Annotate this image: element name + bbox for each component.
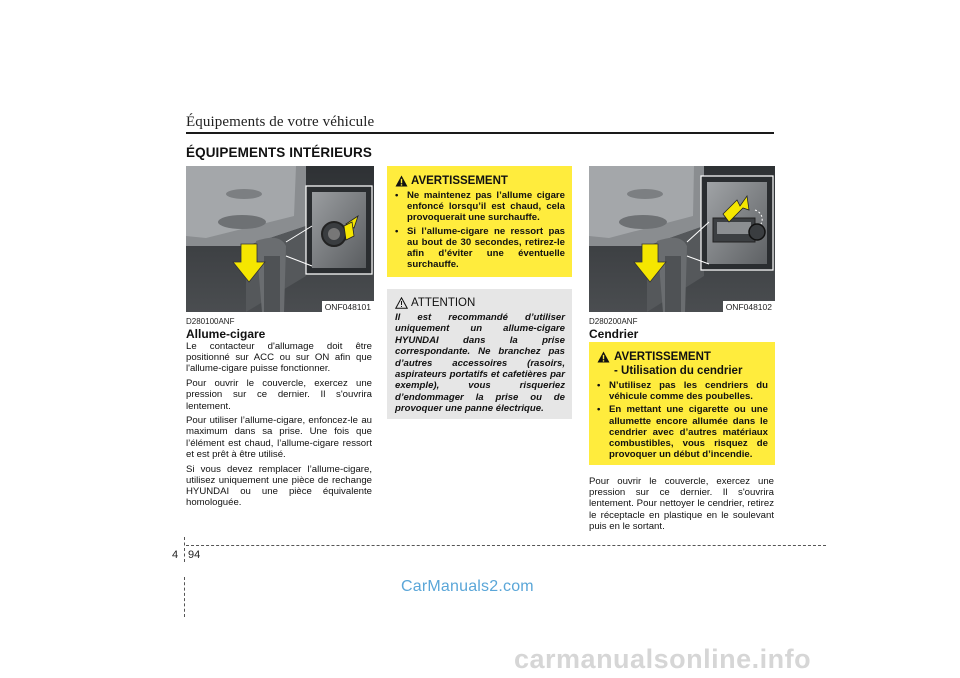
watermark-link[interactable]: CarManuals2.com [401,578,534,595]
page-number: 94 [188,549,201,561]
caution-triangle-icon [395,297,408,309]
cigarette-lighter-illustration [186,166,374,312]
chapter-title: Équipements de votre véhicule [186,114,375,130]
section-code: D280200ANF [589,317,638,326]
ashtray-warning-box [589,342,775,465]
list-item: • En mettant une cigarette ou une allumette encore allumée dans le cendrier avec d’autres matériaux combustibles, vous risquez de provoquer un début d’incendie. [597,404,768,461]
warning-list [596,380,768,462]
list-item: • N’utilisez pas les cendriers du véhicule comme des poubelles. [597,380,768,403]
caution-box [387,289,572,419]
chapter-number: 4 [172,549,179,561]
warning-title: AVERTISSEMENT [411,175,508,187]
ashtray-text [589,476,774,536]
paragraph: Pour ouvrir le couvercle, exercez une pression sur ce dernier. Il s'ouvrira lentement. [186,378,372,412]
footer-rule [186,545,826,546]
paragraph: Pour utiliser l’allume-cigare, enfoncez-le au maximum dans sa prise. Une fois que l’élément est chaud, l’allume-cigare ressort et est prêt à être utilisé. [186,415,372,460]
paragraph: Pour ouvrir le couvercle, exercez une pression sur ce dernier. Il s'ouvrira lentement. Pour nettoyer le cendrier, retirez le réceptacle en plastique en le soulevant puis en le sortant. [589,476,774,532]
warning-subtitle: - Utilisation du cendrier [614,365,743,377]
watermark-site: carmanualsonline.info [514,644,812,674]
section-code: D280100ANF [186,317,235,326]
warning-triangle-icon [395,175,408,187]
section-title: ÉQUIPEMENTS INTÉRIEURS [186,145,372,160]
caution-text: Il est recommandé d’utiliser uniquement un allume-cigare HYUNDAI dans la prise correspondante. Ne branchez pas d’autres accessoires (rasoirs, aspirateurs portatifs et cafetières par exemple), vous risqueriez d’endommager la prise ou de provoquer une panne électrique. [395,312,565,415]
ashtray-illustration [589,166,775,312]
ashtray-photo [589,166,775,312]
photo-label: ONF048102 [723,301,775,312]
footer-vertical-rule [184,577,185,617]
warning-triangle-icon [597,351,610,363]
footer-vertical-rule [184,537,185,562]
warning-list [394,190,565,272]
paragraph: Si vous devez remplacer l’allume-cigare, utilisez uniquement une pièce de rechange HYUNDAI ou une pièce équivalente homologuée. [186,463,372,509]
list-item: • Si l’allume-cigare ne ressort pas au bout de 30 secondes, retirez-le afin d’éviter une éventuelle surchauffe. [395,225,565,271]
photo-label: ONF048101 [322,301,374,312]
title-rule [186,132,774,134]
warning-title: AVERTISSEMENT [614,351,711,363]
ashtray-heading: Cendrier [589,327,639,341]
caution-title: ATTENTION [411,297,476,309]
warning-box [387,166,572,277]
cigarette-lighter-photo [186,166,374,312]
cigarette-lighter-heading: Allume-cigare [186,327,266,341]
paragraph: Le contacteur d'allumage doit être positionné sur ACC ou sur ON afin que l'allume-cigare puisse fonctionner. [186,341,372,375]
cigarette-lighter-text [186,341,372,512]
list-item: • Ne maintenez pas l’allume cigare enfoncé lorsqu’il est chaud, cela provoquerait une surchauffe. [395,190,565,224]
